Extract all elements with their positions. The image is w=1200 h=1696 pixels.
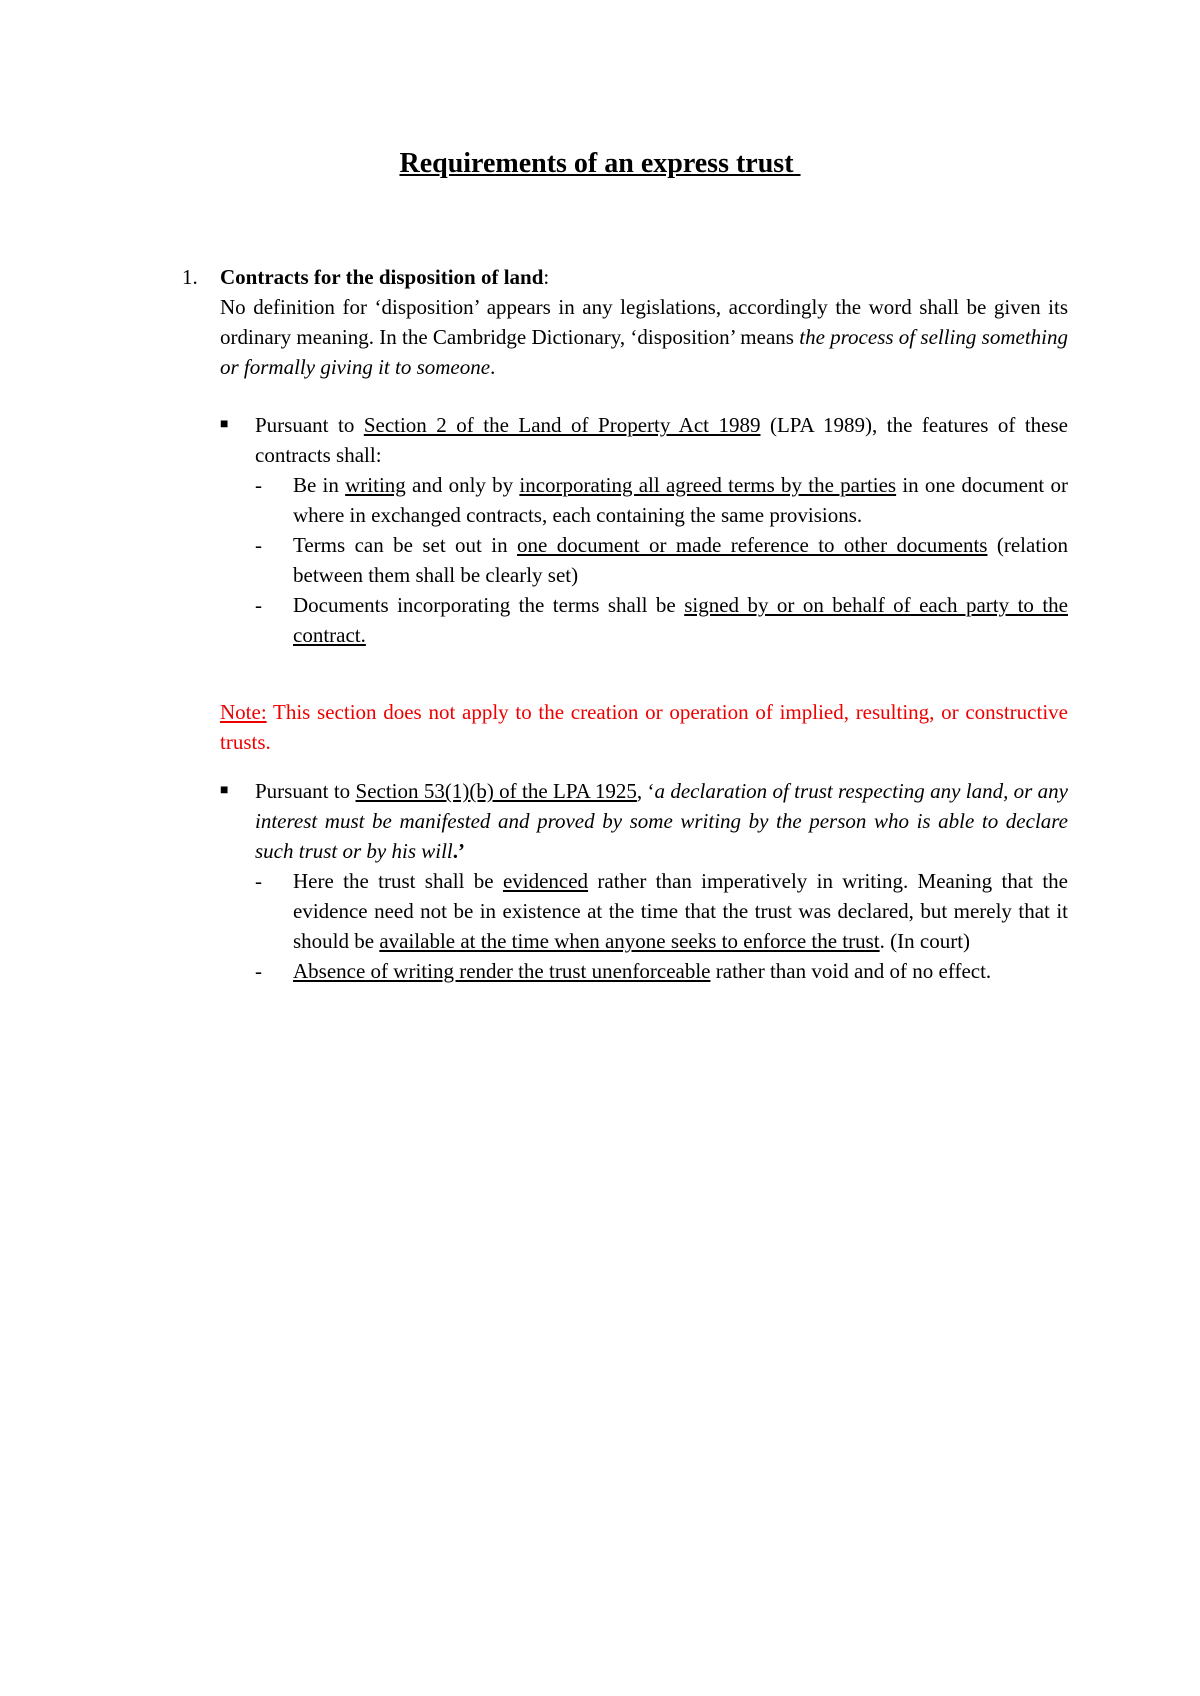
item-underlined: available at the time when anyone seeks to enforce the trust (379, 929, 880, 953)
dash-bullet: - (255, 869, 262, 893)
bullet-lpa-1989 (220, 410, 1068, 650)
intro-paragraph (220, 292, 1068, 382)
statute-quote: a declaration of trust respecting any land, or any interest must be manifested and proved by some writing by the person who is able to declare such trust or by his will (255, 779, 1068, 863)
item-text: rather than imperatively in writing. Meaning that the evidence need not be in existence at the time that the trust was declared, but merely that it should be (293, 869, 1068, 953)
requirement-list (255, 866, 1068, 986)
item-underlined: writing (345, 473, 406, 497)
item-underlined: incorporating all agreed terms by the parties (519, 473, 897, 497)
intro-end: . (490, 355, 496, 379)
item-text: rather than void and of no effect. (710, 959, 992, 983)
note-label: Note: (220, 700, 267, 724)
item-text: Terms can be set out in (293, 533, 518, 557)
item-text: (relation between them shall be clearly set) (293, 533, 1068, 587)
bullet-pre: Pursuant to (255, 413, 364, 437)
bullet-pre: Pursuant to (255, 779, 356, 803)
list-item (255, 956, 1068, 986)
item-text: . (In court) (879, 929, 971, 953)
square-bullet-icon: ■ (220, 417, 229, 432)
dash-bullet: - (255, 473, 262, 497)
list-item (255, 590, 1068, 650)
section-heading-line (220, 262, 1068, 292)
dash-bullet: - (255, 593, 262, 617)
item-text: Be in (293, 473, 346, 497)
item-underlined: evidenced (502, 869, 589, 893)
requirement-list (255, 470, 1068, 650)
quote-end: .’ (452, 839, 466, 863)
bullet-text (255, 776, 1068, 866)
bullet-post: (LPA 1989), the features of these contracts shall: (255, 413, 1068, 467)
bullet-mid: , ‘ (636, 779, 655, 803)
list-item (255, 530, 1068, 590)
section-body (220, 262, 1068, 382)
note-text: This section does not apply to the creation or operation of implied, resulting, or constructive trusts. (220, 700, 1068, 754)
item-text: and only by (405, 473, 520, 497)
note-paragraph (220, 697, 1068, 757)
section-heading: Contracts for the disposition of land (220, 265, 544, 289)
list-item (255, 470, 1068, 530)
bullet-text (255, 410, 1068, 470)
dash-bullet: - (255, 959, 262, 983)
statute-reference: Section 53(1)(b) of the LPA 1925 (355, 779, 637, 803)
item-underlined: signed by or on behalf of each party to the contract. (293, 593, 1068, 647)
section-contracts (182, 262, 1068, 382)
list-item (255, 866, 1068, 956)
item-text: Here the trust shall be (293, 869, 503, 893)
intro-text: No definition for ‘disposition’ appears in any legislations, accordingly the word shall be given its ordinary meaning. In the Cambridge Dictionary, ‘disposition’ means (220, 295, 1068, 349)
dash-bullet: - (255, 533, 262, 557)
item-underlined: one document or made reference to other documents (517, 533, 988, 557)
item-text: in one document or where in exchanged contracts, each containing the same provisions. (293, 473, 1068, 527)
page-title: Requirements of an express trust (399, 148, 801, 179)
intro-definition: the process of selling something or formally giving it to someone (220, 325, 1068, 379)
section-heading-suffix: : (543, 265, 550, 289)
item-underlined: Absence of writing render the trust unenforceable (293, 959, 711, 983)
bullet-lpa-1925 (220, 776, 1068, 986)
statute-reference: Section 2 of the Land of Property Act 1989 (363, 413, 761, 437)
square-bullet-icon: ■ (220, 783, 229, 798)
item-text: Documents incorporating the terms shall be (293, 593, 685, 617)
section-number: 1. (182, 265, 198, 289)
